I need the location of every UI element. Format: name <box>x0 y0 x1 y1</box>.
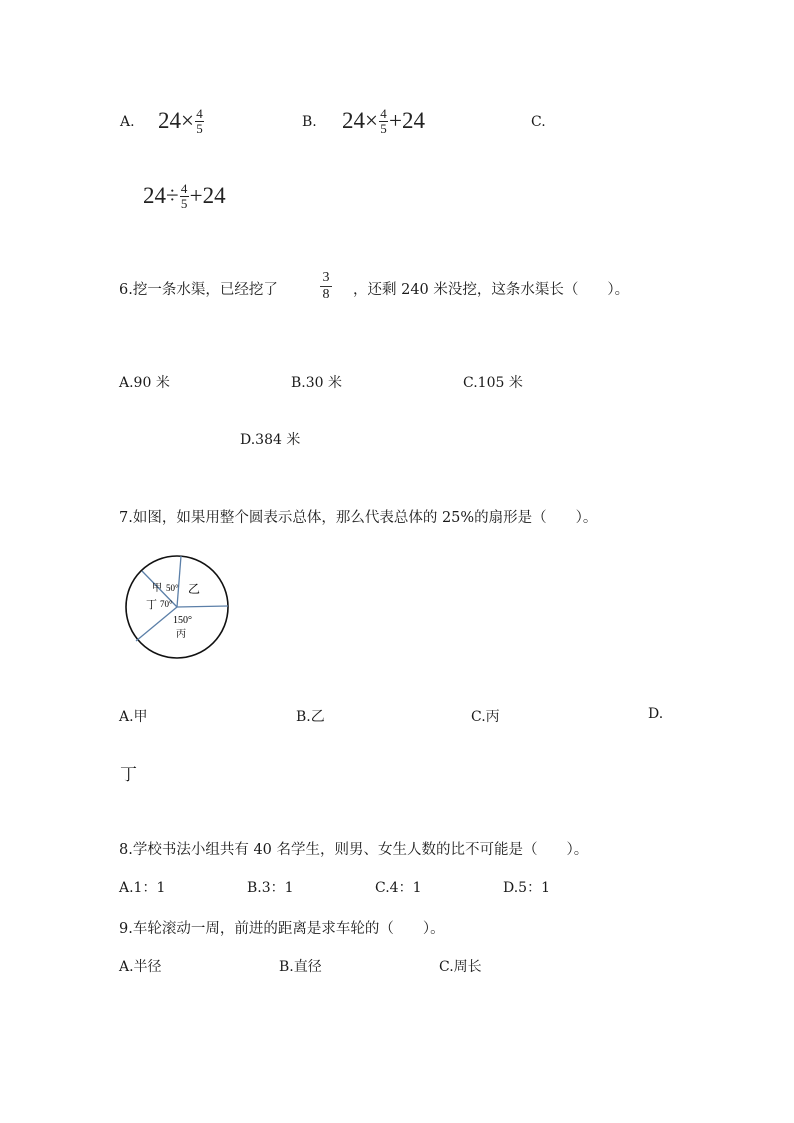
pie-degree-jia: 50° <box>166 583 179 593</box>
expr-fraction <box>379 107 388 136</box>
q7-pie-figure <box>118 555 238 665</box>
q7-option-c[interactable]: C.丙 <box>471 709 500 725</box>
expr-operator: ÷ <box>166 183 179 208</box>
pie-degree-bing: 150° <box>173 615 192 626</box>
q5-option-a-expression <box>158 108 205 137</box>
q5-option-b-expression <box>342 108 425 137</box>
q6-fraction <box>320 270 332 303</box>
pie-label-yi: 乙 <box>188 582 201 596</box>
q5-option-c-expression <box>143 183 226 212</box>
q8-stem: 8.学校书法小组共有 40 名学生，则男、女生人数的比不可能是（ ）。 <box>119 842 589 858</box>
pie-label-ding: 丁 <box>146 598 157 611</box>
expr-whole: 24 <box>342 108 365 133</box>
q9-option-a[interactable]: A.半径 <box>119 959 162 975</box>
fraction-numerator: 4 <box>380 106 387 122</box>
expr-operator: × <box>365 108 378 133</box>
q7-stem: 7.如图，如果用整个圆表示总体，那么代表总体的 25%的扇形是（ ）。 <box>119 510 598 526</box>
q7-option-a[interactable]: A.甲 <box>119 709 148 725</box>
fraction-denominator: 5 <box>180 196 188 212</box>
q6-stem-after: ，还剩 240 米没挖，这条水渠长（ ）。 <box>353 282 630 298</box>
q8-option-a[interactable]: A.1：1 <box>119 880 166 896</box>
q9-option-b[interactable]: B.直径 <box>279 959 322 975</box>
q6-option-c[interactable]: C.105 米 <box>463 375 523 391</box>
pie-divider-1 <box>177 556 181 607</box>
q6-option-b[interactable]: B.30 米 <box>291 375 343 391</box>
expr-whole: 24 <box>158 108 181 133</box>
fraction-numerator: 4 <box>196 106 203 122</box>
q5-option-c-label: C. <box>531 114 546 130</box>
fraction-numerator: 3 <box>322 270 330 285</box>
q9-stem: 9.车轮滚动一周，前进的距离是求车轮的（ ）。 <box>119 921 445 937</box>
q7-option-b[interactable]: B.乙 <box>296 709 325 725</box>
fraction-denominator: 5 <box>380 121 387 137</box>
expr-operator: × <box>181 108 194 133</box>
q8-option-d[interactable]: D.5：1 <box>503 880 550 896</box>
pie-label-jia: 甲 <box>152 583 162 594</box>
fraction-denominator: 5 <box>196 121 203 137</box>
q7-option-d-text[interactable]: 丁 <box>120 765 137 785</box>
fraction-denominator: 8 <box>322 287 330 302</box>
fraction-numerator: 4 <box>180 181 188 197</box>
expr-fraction <box>195 107 204 136</box>
expr-tail: +24 <box>388 108 425 133</box>
expr-tail: +24 <box>189 183 226 208</box>
pie-degree-ding: 70° <box>160 599 173 609</box>
expr-whole: 24 <box>143 183 166 208</box>
expr-fraction <box>180 182 189 211</box>
q9-option-c[interactable]: C.周长 <box>439 959 482 975</box>
pie-divider-3 <box>136 607 177 641</box>
q8-option-c[interactable]: C.4：1 <box>375 880 422 896</box>
pie-divider-2 <box>177 606 228 607</box>
q7-option-d[interactable]: D. <box>648 706 664 722</box>
q6-option-d[interactable]: D.384 米 <box>240 432 301 448</box>
q6-stem-before: 6.挖一条水渠，已经挖了 <box>119 282 278 298</box>
q5-option-a-label: A. <box>120 114 135 130</box>
q5-option-b-label: B. <box>302 114 317 130</box>
q6-option-a[interactable]: A.90 米 <box>119 375 170 391</box>
pie-label-bing: 丙 <box>176 629 186 640</box>
q8-option-b[interactable]: B.3：1 <box>247 880 294 896</box>
